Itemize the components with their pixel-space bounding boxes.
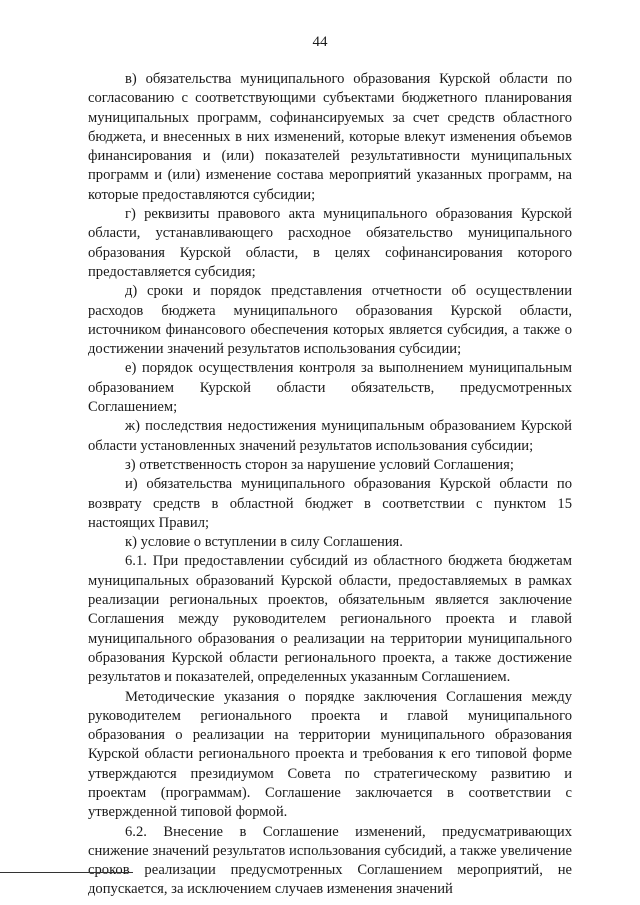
paragraph-6-2-amendments: 6.2. Внесение в Соглашение изменений, предусматривающих снижение значений результатов использования субсидий, а также увеличение сроков реализации предусмотренных Соглашением мероприятий, не допускается, за исключением случаев изменения значений	[88, 823, 572, 898]
paragraph-k-entry-into-force: к) условие о вступлении в силу Соглашения.	[125, 534, 403, 551]
paragraph-z-responsibility: з) ответственность сторон за нарушение условий Соглашения;	[125, 456, 514, 473]
page-number: 44	[312, 34, 328, 50]
paragraph-i-refund-obligations: и) обязательства муниципального образования Курской области по возврату средств в областной бюджет в соответствии с пунктом 15 настоящих Правил;	[88, 476, 572, 531]
paragraph-zh-consequences: ж) последствия недостижения муниципальным образованием Курской области установленных значений результатов использования субсидии;	[88, 418, 572, 454]
paragraph-6-1-regional-projects: 6.1. При предоставлении субсидий из областного бюджета бюджетам муниципальных образований Курской области, предоставляемых в рамках реализации региональных проектов, обязательным является заключение Соглашения между руководителем регионального проекта и главой муниципального образования о реализации на территории муниципального образования Курской области регионального проекта, а также достижение результатов и показателей, определенных указанным Соглашением.	[88, 553, 572, 686]
paragraph-g-legal-act-details: г) реквизиты правового акта муниципального образования Курской области, устанавливающего расходное обязательство муниципального образования Курской области, в целях софинансирования которого предоставляется субсидия;	[88, 206, 572, 280]
footnote-separator	[0, 872, 133, 873]
paragraph-methodological-guidelines: Методические указания о порядке заключения Соглашения между руководителем регионального проекта и главой муниципального образования о реализации на территории муниципального образования Курской области регионального проекта и требования к его типовой форме утверждаются президиумом Совета по стратегическому развитию и проектам (программам). Соглашение заключается в соответствии с утвержденной типовой формой.	[88, 688, 572, 821]
paragraph-v-obligations: в) обязательства муниципального образования Курской области по согласованию с соответствующими субъектами бюджетного планирования муниципальных программ, софинансируемых за счет средств областного бюджета, и внесенных в них изменений, которые влекут изменения объемов финансирования и (или) показателей результативности муниципальных программ и (или) изменение состава мероприятий указанных программ, на которые предоставляются субсидии;	[88, 71, 572, 203]
paragraph-e-control-procedure: е) порядок осуществления контроля за выполнением муниципальным образованием Курской области обязательств, предусмотренных Соглашением;	[88, 360, 572, 416]
document-body	[88, 70, 572, 900]
paragraph-d-reporting-terms: д) сроки и порядок представления отчетности об осуществлении расходов бюджета муниципального образования Курской области, источником финансового обеспечения которых является субсидия, а также о достижении значений результатов использования субсидии;	[88, 283, 572, 358]
